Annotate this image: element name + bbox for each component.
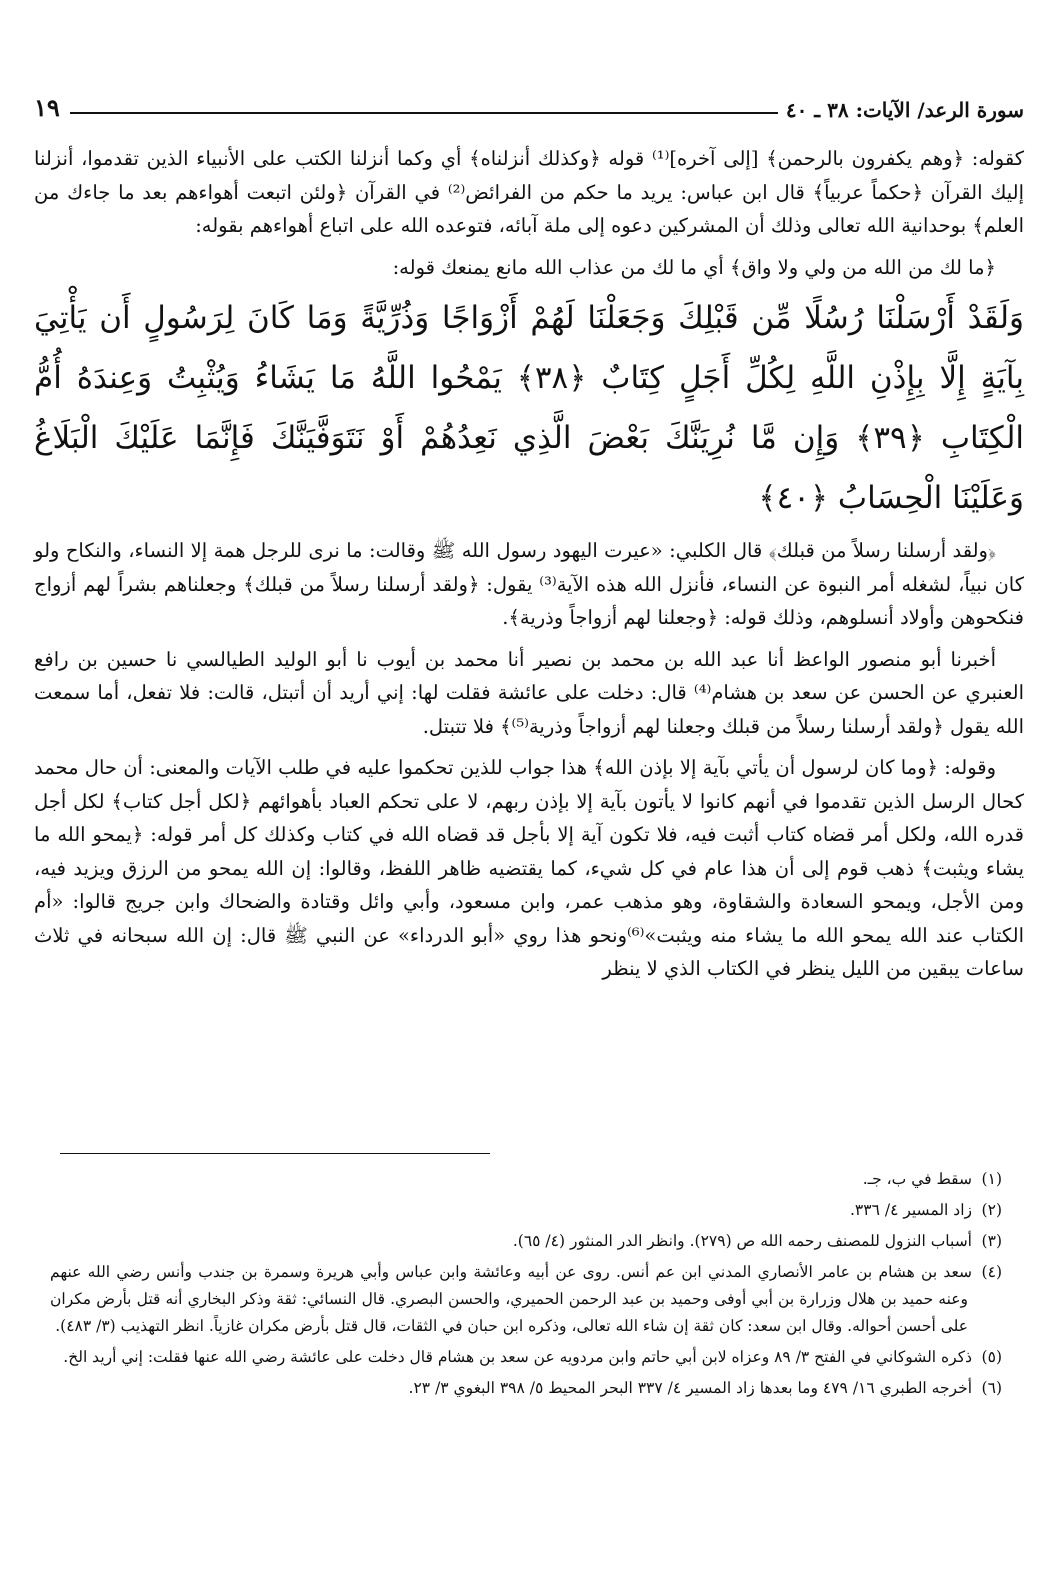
running-header	[34, 88, 1024, 122]
footnote-text: ذكره الشوكاني في الفتح ٣/ ٨٩ وعزاه لابن أبي حاتم وابن مردويه عن سعد بن هشام قال دخلت على عائشة رضي الله عنها فقلت: إني أريد الخ.	[63, 1348, 972, 1366]
footnote-text: أخرجه الطبري ١٦/ ٤٧٩ وما بعدها زاد المسير ٤/ ٣٣٧ البحر المحيط ٥/ ٣٩٨ البغوي ٣/ ٢٣.	[408, 1379, 972, 1397]
paragraph: ﴿ولقد أرسلنا رسلاً من قبلك﴾ قال الكلبي: «عيرت اليهود رسول الله ﷺ وقالت: ما نرى للرجل همة إلا النساء، والنكاح ولو كان نبياً، لشغله أمر النبوة عن النساء، فأنزل الله هذه الآية⁽³⁾ يقول: ﴿ولقد أرسلنا رسلاً من قبلك﴾ وجعلناهم بشراً لهم أزواج فنكحوهن وأولاد أنسلوهم، وذلك قوله: ﴿وجعلنا لهم أزواجاً وذرية﴾.	[34, 539, 1024, 629]
footnote-number: (٤)	[981, 1263, 1002, 1281]
header-rule	[70, 112, 778, 114]
footnote	[50, 1259, 1002, 1340]
paragraph: كقوله: ﴿وهم يكفرون بالرحمن﴾ [إلى آخره]⁽¹⁾ قوله ﴿وكذلك أنزلناه﴾ أي وكما أنزلنا الكتب على الأنبياء الذين تقدموا، أنزلنا إليك القرآن ﴿حكماً عربياً﴾ قال ابن عباس: يريد ما حكم من الفرائض⁽²⁾ في القرآن ﴿ولئن اتبعت أهواءهم بعد ما جاءك من العلم﴾ بوحدانية الله تعالى وذلك أن المشركين دعوه إلى ملة آبائه، فتوعده الله على اتباع أهواءهم بقوله:	[34, 147, 1024, 237]
footnote	[50, 1197, 1002, 1224]
paragraph: وقوله: ﴿وما كان لرسول أن يأتي بآية إلا بإذن الله﴾ هذا جواب للذين تحكموا عليه في طلب الآيات والمعنى: أن حال محمد كحال الرسل الذين تقدموا في أنهم كانوا لا يأتون بآية إلا بإذن ربهم، لا على تحكم العباد بأهوائهم ﴿لكل أجل كتاب﴾ لكل أجل قدره الله، ولكل أمر قضاه كتاب أثبت فيه، فلا تكون آية إلا بأجل قد قضاه الله في كتاب وكذلك كل أمر قوله: ﴿يمحو الله ما يشاء ويثبت﴾ ذهب قوم إلى أن هذا عام في كل شيء، كما يقتضيه ظاهر اللفظ، وقالوا: إن الله يمحو من الرزق ويزيد فيه، ومن الأجل، ويمحو السعادة والشقاوة، وهو مذهب عمر، وابن مسعود، وأبي وائل وقتادة والضحاك وابن جريج قالوا: «أم الكتاب عند الله يمحو الله ما يشاء منه ويثبت»⁽⁶⁾ونحو هذا روي «أبو الدرداء» عن النبي ﷺ قال: إن الله سبحانه في ثلاث ساعات يبقين من الليل ينظر في الكتاب الذي لا ينظر	[34, 756, 1025, 980]
quran-verse: وَلَقَدْ أَرْسَلْنَا رُسُلًا مِّن قَبْلِكَ وَجَعَلْنَا لَهُمْ أَزْوَاجًا وَذُرِّيَّةً وَمَا كَانَ لِرَسُولٍ أَن يَأْتِيَ بِآيَةٍ إِلَّا بِإِذْنِ اللَّهِ لِكُلِّ أَجَلٍ كِتَابٌ ﴿٣٨﴾ يَمْحُوا اللَّهُ مَا يَشَاءُ وَيُثْبِتُ وَعِندَهُ أُمُّ الْكِتَابِ ﴿٣٩﴾ وَإِن مَّا نُرِيَنَّكَ بَعْضَ الَّذِي نَعِدُهُمْ أَوْ نَتَوَفَّيَنَّكَ فَإِنَّمَا عَلَيْكَ الْبَلَاغُ وَعَلَيْنَا الْحِسَابُ ﴿٤٠﴾	[34, 300, 1024, 516]
footnote-text: سعد بن هشام بن عامر الأنصاري المدني ابن عم أنس. روى عن أبيه وعائشة وابن عباس وأبي هريرة وسمرة بن جندب وأنس رضي الله عنهم وعنه حميد بن هلال وزرارة بن أبي أوفى وحميد بن عبد الرحمن الحميري، والحسن البصري. قال النسائي: ثقة وذكر البخاري أنه قتل بأرض مكران على أحسن أحواله. وقال ابن سعد: كان ثقة إن شاء الله تعالى، وذكره ابن حبان في الثقات، قال قتل بأرض مكران غازياً. انظر التهذيب (٣/ ٤٨٣).	[50, 1263, 972, 1335]
footnote-number: (٣)	[981, 1232, 1002, 1250]
paragraph: ﴿ما لك من الله من ولي ولا واق﴾ أي ما لك من عذاب الله مانع يمنعك قوله:	[392, 255, 996, 279]
footnote-text: زاد المسير ٤/ ٣٣٦.	[849, 1201, 972, 1219]
footnote-divider	[60, 1153, 490, 1154]
footnote	[50, 1344, 1002, 1371]
footnote-text: سقط في ب، جـ.	[862, 1170, 972, 1188]
main-text	[34, 142, 1024, 986]
paragraph: أخبرنا أبو منصور الواعظ أنا عبد الله بن محمد بن نصير أنا محمد بن أيوب نا أبو الوليد الطيالسي نا حسين بن رافع العنبري عن الحسن عن سعد بن هشام⁽⁴⁾ قال: دخلت على عائشة فقلت لها: إني أريد أن أتبتل، قالت: فلا تفعل، أما سمعت الله يقول ﴿ولقد أرسلنا رسلاً من قبلك وجعلنا لهم أزواجاً وذرية⁽⁵⁾﴾ فلا تتبتل.	[34, 647, 1024, 738]
footnote-number: (٦)	[981, 1379, 1002, 1397]
footnote-number: (٥)	[981, 1348, 1002, 1366]
page-number: ١٩	[34, 93, 60, 122]
footnote-number: (٢)	[981, 1201, 1002, 1219]
footnote	[50, 1166, 1002, 1193]
footnote	[50, 1228, 1002, 1255]
footnote-number: (١)	[981, 1170, 1002, 1188]
footnotes	[50, 1166, 1002, 1406]
running-title: سورة الرعد/ الآيات: ٣٨ ـ ٤٠	[785, 98, 1024, 122]
footnote-text: أسباب النزول للمصنف رحمه الله ص (٢٧٩). وانظر الدر المنثور (٤/ ٦٥).	[512, 1232, 972, 1250]
footnote	[50, 1375, 1002, 1402]
